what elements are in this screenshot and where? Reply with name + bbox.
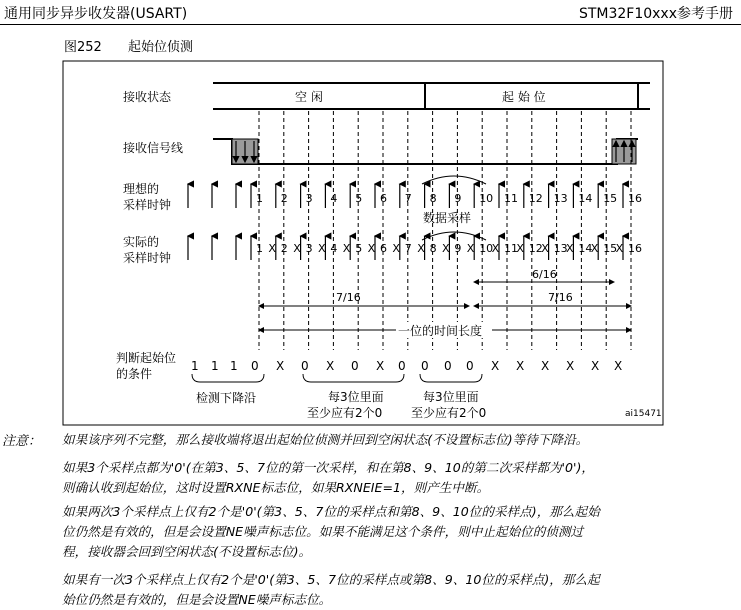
sample-value: X xyxy=(591,359,600,373)
sample-value: X xyxy=(516,359,525,373)
actual-tick-label: X xyxy=(615,242,624,255)
ratio-7-16-a-label: 7/16 xyxy=(336,291,361,304)
sample-value: X xyxy=(541,359,550,373)
actual-tick-label: X xyxy=(342,242,351,255)
figure-number: 图252 xyxy=(64,40,102,55)
note-line: 始位仍然是有效的，但是会设置NE噪声标志位。 xyxy=(62,592,332,607)
group-a-label-1: 每3位里面 xyxy=(328,390,384,404)
idle-label: 空 闲 xyxy=(295,90,323,104)
detect-falling-brace xyxy=(192,374,264,382)
actual-clock-ticks xyxy=(256,242,642,255)
actual-tick-label: X xyxy=(367,242,376,255)
notes-label: 注意： xyxy=(2,434,42,449)
sample-value: 0 xyxy=(351,359,359,373)
ideal-tick-label: 10 xyxy=(479,192,494,205)
ideal-tick-label: 9 xyxy=(454,192,462,205)
ratio-7-16-b-label: 7/16 xyxy=(548,291,573,304)
actual-clock-label-2: 采样时钟 xyxy=(123,251,172,265)
ideal-tick-label: 7 xyxy=(404,192,412,205)
group-a-label-2: 至少应有2个0 xyxy=(307,406,383,420)
page-header-right: STM32F10xxx参考手册 xyxy=(578,6,733,22)
note-line: 如果3个采样点都为'0'(在第3、5、7位的第一次采样，和在第8、9、10的第二次采样都为'0')， xyxy=(62,460,594,475)
sample-value: 0 xyxy=(466,359,474,373)
actual-tick-label: 7 xyxy=(404,242,412,255)
actual-tick-label: X xyxy=(318,242,326,255)
condition-label-1: 判断起始位 xyxy=(116,351,177,365)
figure-reference: ai15471 xyxy=(625,409,662,419)
detect-falling-label: 检测下降沿 xyxy=(196,391,257,405)
actual-tick-label: 4 xyxy=(330,242,338,255)
note-line: 程，接收器会回到空闲状态(不设置标志位)。 xyxy=(62,544,312,559)
ideal-tick-label: 15 xyxy=(603,192,618,205)
data-sampling-label: 数据采样 xyxy=(423,211,472,225)
note-line: 如果两次3个采样点上仅有2个是'0'(第3、5、7位的采样点和第8、9、10位的采样点)，那么起始 xyxy=(62,504,600,519)
sampling-bracket-bottom xyxy=(422,232,486,240)
actual-tick-label: X xyxy=(491,242,500,255)
rx-signal-waveform xyxy=(213,139,638,164)
actual-tick-label: 16 xyxy=(628,242,642,255)
actual-tick-label: 2 xyxy=(280,242,288,255)
actual-tick-label: X xyxy=(417,242,425,255)
ideal-tick-label: 12 xyxy=(528,192,543,205)
sample-value: 1 xyxy=(191,359,199,373)
start-bit-label: 起 始 位 xyxy=(502,90,546,104)
sample-value: 0 xyxy=(251,359,259,373)
group-b-brace xyxy=(420,374,482,382)
actual-tick-label: X xyxy=(268,242,276,255)
actual-clock-label-1: 实际的 xyxy=(123,235,160,249)
group-b-label-1: 每3位里面 xyxy=(423,390,479,404)
sample-value: 0 xyxy=(398,359,406,373)
sample-guides xyxy=(259,111,631,350)
ideal-tick-label: 3 xyxy=(305,192,313,205)
ideal-tick-label: 1 xyxy=(256,192,263,205)
note-line: 如果有一次3个采样点上仅有2个是'0'(第3、5、7位的采样点或第8、9、10位的采样点)，那么起 xyxy=(62,572,600,587)
actual-tick-label: X xyxy=(566,242,574,255)
actual-tick-label: 9 xyxy=(454,242,462,255)
ideal-tick-label: 11 xyxy=(504,192,518,205)
actual-tick-label: 12 xyxy=(528,242,543,255)
actual-tick-label: 1 xyxy=(256,242,263,255)
actual-tick-label: 11 xyxy=(504,242,518,255)
figure-title: 起始位侦测 xyxy=(128,40,194,55)
actual-tick-label: X xyxy=(541,242,549,255)
sample-value: 0 xyxy=(421,359,429,373)
ideal-tick-label: 13 xyxy=(553,192,568,205)
actual-tick-label: 6 xyxy=(380,242,387,255)
actual-tick-label: X xyxy=(293,242,301,255)
sample-value: 1 xyxy=(211,359,219,373)
sampling-bracket-top xyxy=(422,176,486,184)
one-bit-time-label: 一位的时间长度 xyxy=(398,324,483,338)
rx-state-label: 接收状态 xyxy=(123,90,172,104)
actual-tick-label: X xyxy=(466,242,475,255)
actual-tick-label: X xyxy=(392,242,400,255)
ideal-tick-label: 16 xyxy=(628,192,642,205)
edge-arrows xyxy=(236,141,632,162)
ideal-clock-label-1: 理想的 xyxy=(123,182,160,196)
page-header-left: 通用同步异步收发器(USART) xyxy=(4,6,188,22)
actual-tick-label: 3 xyxy=(305,242,313,255)
actual-tick-label: 10 xyxy=(479,242,494,255)
sample-value: 0 xyxy=(444,359,452,373)
note-line: 如果该序列不完整，那么接收端将退出起始位侦测并回到空闲状态(不设置标志位)等待下降沿。 xyxy=(62,432,589,447)
ideal-tick-label: 14 xyxy=(578,192,593,205)
actual-tick-label: 5 xyxy=(355,242,363,255)
actual-tick-label: 13 xyxy=(553,242,568,255)
rx-line-label: 接收信号线 xyxy=(123,141,184,155)
actual-tick-label: X xyxy=(590,242,599,255)
ideal-tick-label: 8 xyxy=(429,192,437,205)
actual-tick-label: 8 xyxy=(429,242,437,255)
actual-tick-label: 15 xyxy=(603,242,618,255)
sample-value: 1 xyxy=(230,359,238,373)
ideal-tick-label: 2 xyxy=(280,192,288,205)
ideal-clock-label-2: 采样时钟 xyxy=(123,198,172,212)
sample-value: X xyxy=(326,359,335,373)
group-b-label-2: 至少应有2个0 xyxy=(411,406,487,420)
ideal-tick-label: 5 xyxy=(355,192,363,205)
actual-tick-label: 14 xyxy=(578,242,593,255)
note-line: 则确认收到起始位，这时设置RXNE标志位，如果RXNEIE=1，则产生中断。 xyxy=(62,480,490,495)
condition-label-2: 的条件 xyxy=(116,367,153,381)
sample-value: X xyxy=(566,359,575,373)
sample-value: 0 xyxy=(301,359,309,373)
sample-values xyxy=(191,359,622,373)
actual-tick-label: X xyxy=(516,242,524,255)
ideal-tick-label: 4 xyxy=(330,192,338,205)
actual-tick-label: X xyxy=(442,242,450,255)
ideal-tick-label: 6 xyxy=(380,192,387,205)
sample-value: X xyxy=(276,359,285,373)
sample-value: X xyxy=(491,359,500,373)
sample-value: X xyxy=(614,359,623,373)
note-line: 位仍然是有效的，但是会设置NE噪声标志位。如果不能满足这个条件，则中止起始位的侦测过 xyxy=(62,524,584,539)
ratio-6-16-label: 6/16 xyxy=(532,268,557,281)
sample-value: X xyxy=(376,359,385,373)
group-a-brace xyxy=(303,374,404,382)
